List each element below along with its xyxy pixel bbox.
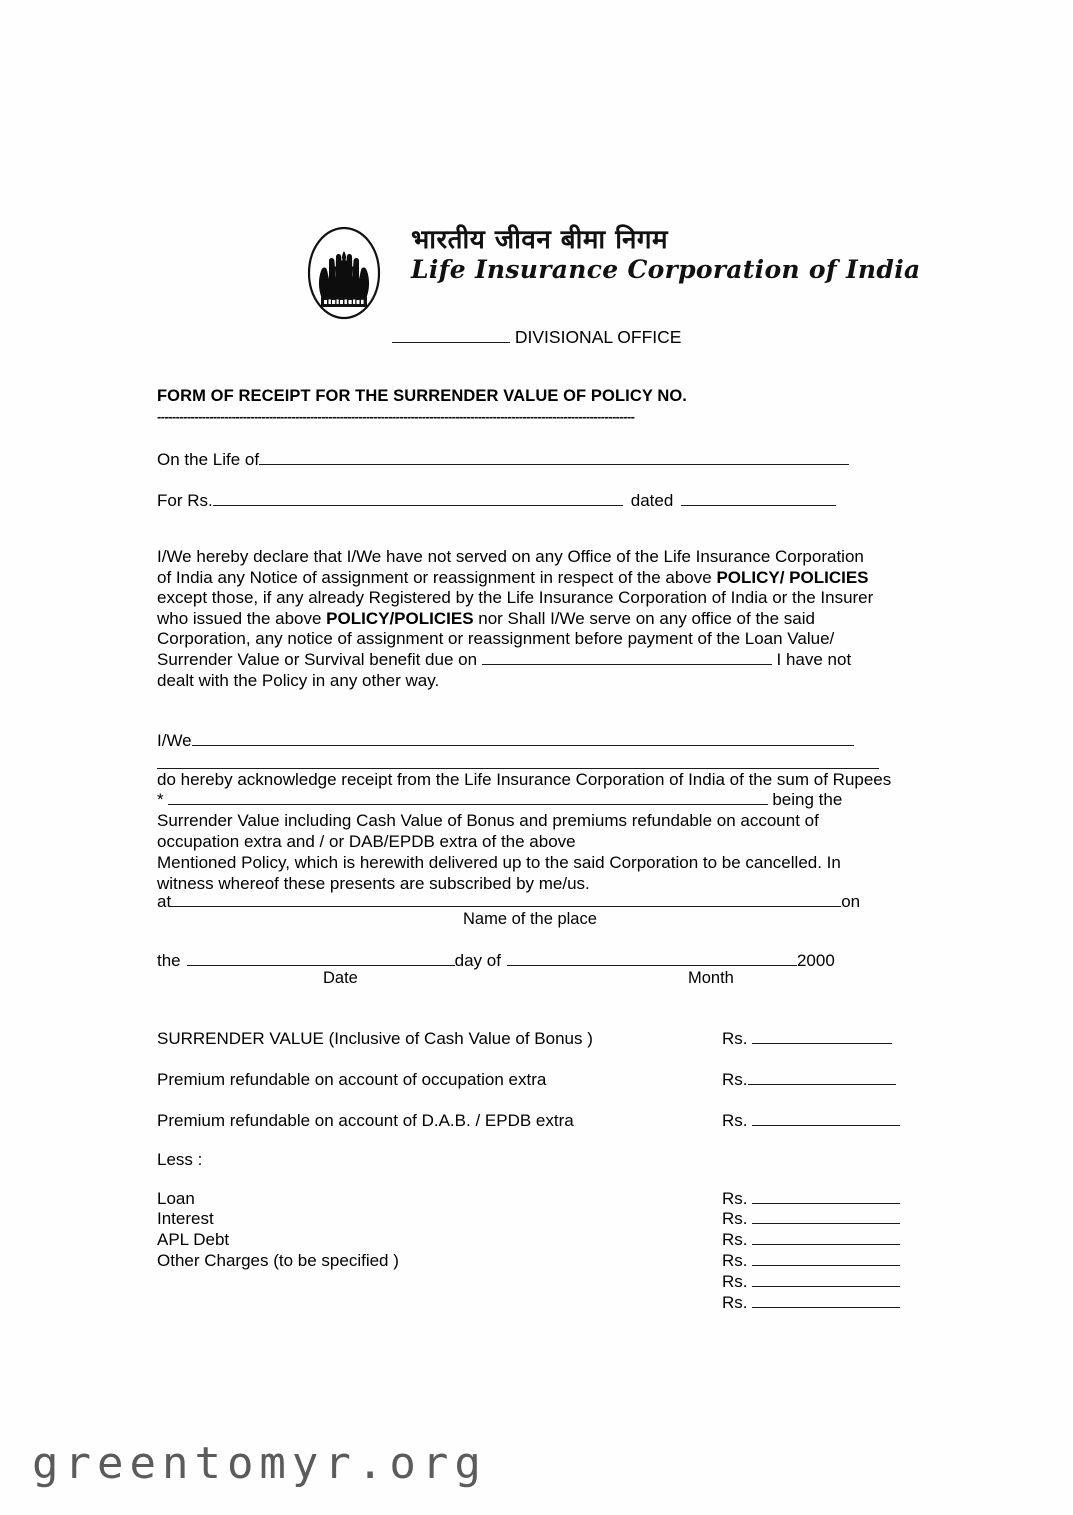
currency-prefix: Rs. [722, 1230, 753, 1249]
month-caption: Month [688, 969, 734, 987]
other-charges-blank[interactable] [752, 1251, 900, 1266]
being-the-label: being the [767, 790, 843, 809]
on-the-life-of-row [157, 450, 849, 470]
deduction-row-field [722, 1189, 900, 1209]
acknowledgement-receipt-line: do hereby acknowledge receipt from the Life Insurance Corporation of India of the sum of Rupees [157, 770, 892, 789]
declaration-bold-policies-2: POLICY/POLICIES [326, 608, 474, 628]
amount-row-label: Premium refundable on account of D.A.B. / EPDB extra [157, 1111, 574, 1130]
day-of-label: day of [454, 951, 501, 970]
lic-emblem-icon [305, 225, 383, 321]
deduction-row-field [722, 1272, 900, 1292]
extra-charge-blank-1[interactable] [752, 1272, 900, 1287]
amount-row-field [722, 1111, 900, 1131]
date-blank[interactable] [187, 951, 455, 966]
surrender-value-blank[interactable] [752, 1029, 892, 1044]
on-the-life-of-blank[interactable] [259, 450, 849, 465]
deduction-row-field [722, 1230, 900, 1250]
interest-blank[interactable] [752, 1209, 900, 1224]
iwe-blank-continuation[interactable] [157, 768, 879, 769]
iwe-row [157, 731, 854, 751]
iwe-blank[interactable] [192, 731, 854, 746]
acknowledgement-continuation-1: Surrender Value including Cash Value of Bonus and premiums refundable on account of [157, 811, 819, 830]
the-label: the [157, 951, 181, 970]
place-caption: Name of the place [463, 910, 597, 928]
declaration-due-date-blank[interactable] [482, 650, 772, 665]
divisional-office-blank[interactable] [392, 342, 510, 343]
acknowledgement-amount-row [157, 790, 842, 810]
declaration-part-1: I/We hereby declare that I/We have not served on any Office of the Life Insurance Corporation of India any Notice of assignment or reassignment in respect of the above [157, 547, 864, 587]
amount-row-field [722, 1070, 896, 1090]
iwe-label: I/We [157, 731, 192, 750]
divisional-office-label: DIVISIONAL OFFICE [514, 327, 682, 347]
for-rs-label: For Rs. [157, 491, 213, 510]
dated-label: dated [630, 491, 674, 510]
date-row [157, 951, 835, 971]
title-separator: -------------------------------------------------------------------------------------------------------------------------------- [157, 409, 635, 424]
currency-prefix: Rs. [722, 1209, 753, 1228]
month-blank[interactable] [507, 951, 797, 966]
deduction-row-field [722, 1209, 900, 1229]
for-rs-row [157, 491, 836, 511]
on-label: on [841, 892, 861, 911]
acknowledgement-amount-blank[interactable] [168, 790, 768, 805]
declaration-part-3: nor Shall I/We serve on any office of the said Corporation, any notice of assignment or reassignment before payment of the Loan Value/ Surrender Value or Survival benefit due on [157, 608, 835, 669]
acknowledgement-continuation-4: witness whereof these presents are subscribed by me/us. [157, 874, 590, 893]
apl-debt-blank[interactable] [752, 1230, 900, 1245]
year-label: 2000 [796, 951, 835, 970]
for-rs-blank[interactable] [213, 491, 623, 506]
organization-name [411, 227, 921, 282]
declaration-paragraph [157, 547, 879, 691]
loan-blank[interactable] [752, 1189, 900, 1204]
asterisk-marker: * [157, 790, 164, 809]
currency-prefix: Rs. [722, 1189, 753, 1208]
acknowledgement-continuation-3: Mentioned Policy, which is herewith delivered up to the said Corporation to be cancelled. In [157, 853, 841, 872]
divisional-office-line [392, 327, 681, 348]
document-header [305, 225, 921, 321]
page-title: FORM OF RECEIPT FOR THE SURRENDER VALUE OF POLICY NO. [157, 387, 687, 405]
less-label: Less : [157, 1150, 203, 1169]
at-label: at [157, 892, 172, 911]
deduction-row-label: Other Charges (to be specified ) [157, 1251, 399, 1270]
dab-epdb-extra-blank[interactable] [752, 1111, 900, 1126]
on-the-life-of-label: On the Life of [157, 450, 260, 469]
dated-blank[interactable] [681, 491, 836, 506]
declaration-part-2: except those, if any already Registered by the Life Insurance Corporation of India or the Insurer who issued the above [157, 588, 874, 628]
currency-prefix: Rs. [722, 1111, 753, 1130]
place-row [157, 892, 860, 912]
currency-prefix: Rs. [722, 1272, 753, 1291]
deduction-row-label: APL Debt [157, 1230, 230, 1249]
acknowledgement-continuation-2: occupation extra and / or DAB/EPDB extra of the above [157, 832, 576, 851]
amount-row-label: SURRENDER VALUE (Inclusive of Cash Value of Bonus ) [157, 1029, 593, 1048]
site-watermark: greentomyr.org [32, 1438, 487, 1489]
deduction-row-label: Loan [157, 1189, 195, 1208]
currency-prefix: Rs. [722, 1251, 753, 1270]
currency-prefix: Rs. [722, 1070, 748, 1089]
deduction-row-field [722, 1293, 900, 1313]
amount-row-label: Premium refundable on account of occupation extra [157, 1070, 547, 1089]
declaration-bold-policies-1: POLICY/ POLICIES [716, 567, 869, 587]
extra-charge-blank-2[interactable] [752, 1293, 900, 1308]
organization-name-hindi: भारतीय जीवन बीमा निगम [411, 225, 669, 255]
organization-name-english: Life Insurance Corporation of India [411, 255, 921, 284]
currency-prefix: Rs. [722, 1293, 753, 1312]
occupation-extra-blank[interactable] [748, 1070, 896, 1085]
date-caption: Date [323, 969, 358, 987]
deduction-row-field [722, 1251, 900, 1271]
declaration-part-4: I have not dealt with the Policy in any other way. [157, 649, 852, 690]
deduction-row-label: Interest [157, 1209, 214, 1228]
currency-prefix: Rs. [722, 1029, 753, 1048]
amount-row-field [722, 1029, 892, 1049]
place-blank[interactable] [171, 892, 841, 907]
